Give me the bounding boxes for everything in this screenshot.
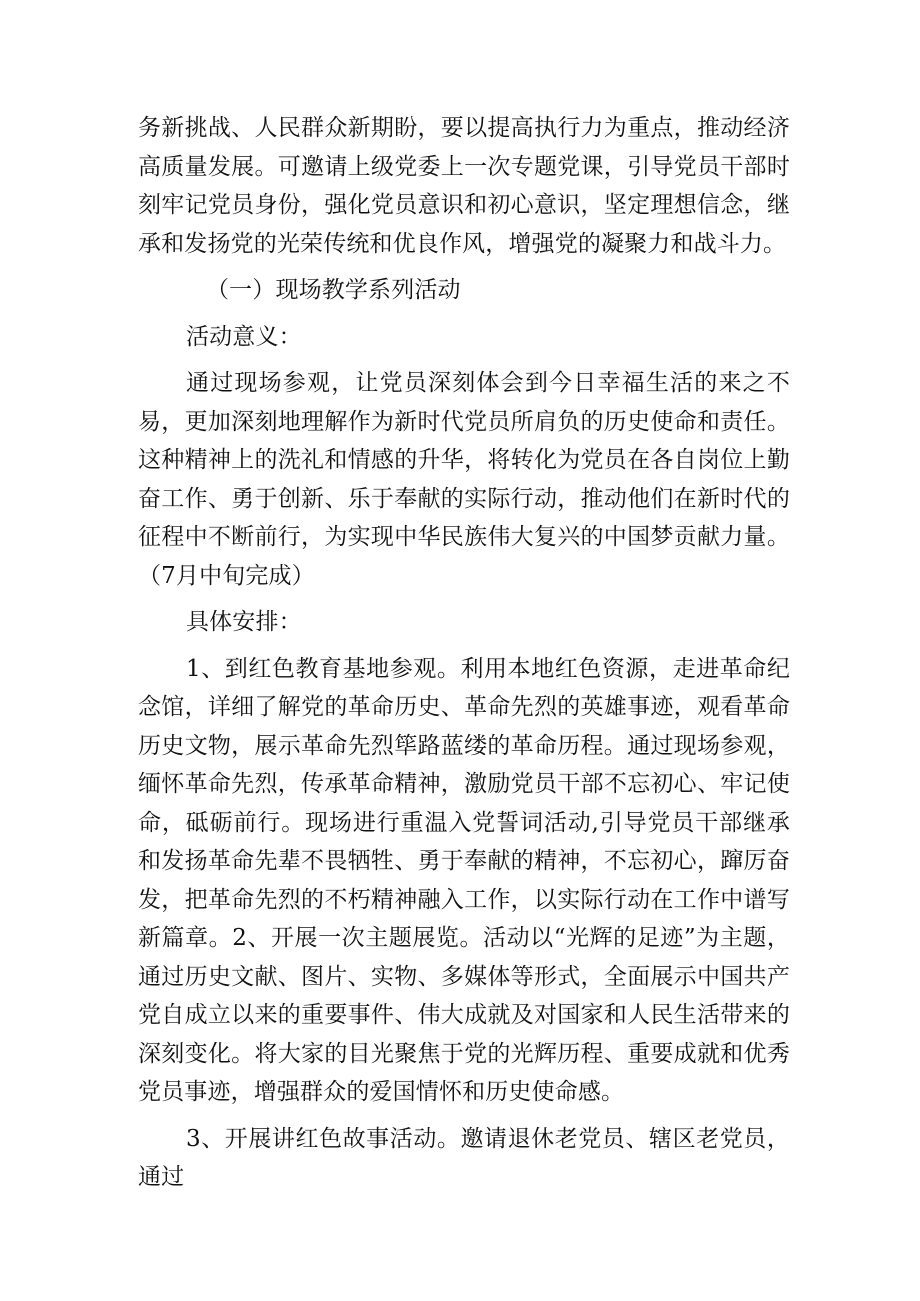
- label-specific-arrangement: 具体安排：: [186, 609, 302, 635]
- paragraph-activity-significance: 通过现场参观，让党员深刻体会到今日幸福生活的来之不易，更加深刻地理解作为新时代党员所肩负的历史使命和责任。这种精神上的洗礼和情感的升华，将转化为党员在各自岗位上勤奋工作、勇于创新、乐于奉献的实际行动，推动他们在新时代的征程中不断前行，为实现中华民族伟大复兴的中国梦贡献力量。（7月中旬完成）: [138, 370, 790, 589]
- paragraph-arrangement-3: 3、开展讲红色故事活动。邀请退休老党员、辖区老党员，通过: [138, 1125, 790, 1190]
- section-heading: （一）现场教学系列活动: [206, 277, 461, 303]
- paragraph-intro-continuation: 务新挑战、人民群众新期盼，要以提高执行力为重点，推动经济高质量发展。可邀请上级党委上一次专题党课，引导党员干部时刻牢记党员身份，强化党员意识和初心意识，坚定理想信念，继承和发扬党的光荣传统和优良作风，增强党的凝聚力和战斗力。: [138, 115, 790, 257]
- document-body: [138, 109, 790, 1197]
- label-activity-significance: 活动意义：: [186, 323, 302, 350]
- paragraph-arrangement-1-2: 1、到红色教育基地参观。利用本地红色资源，走进革命纪念馆，详细了解党的革命历史、革命先烈的英雄事迹，观看革命历史文物，展示革命先烈筚路蓝缕的革命历程。通过现场参观，缅怀革命先烈，传承革命精神，激励党员干部不忘初心、牢记使命，砥砺前行。现场进行重温入党誓词活动,引导党员干部继承和发扬革命先辈不畏牺牲、勇于奉献的精神，不忘初心，蹿厉奋发，把革命先烈的不朽精神融入工作，以实际行动在工作中谱写新篇章。2、开展一次主题展览。活动以“光辉的足迹”为主题，通过历史文献、图片、实物、多媒体等形式，全面展示中国共产党自成立以来的重要事件、伟大成就及对国家和人民生活带来的深刻变化。将大家的目光聚焦于党的光辉历程、重要成就和优秀党员事迹，增强群众的爱国情怀和历史使命感。: [138, 655, 790, 1105]
